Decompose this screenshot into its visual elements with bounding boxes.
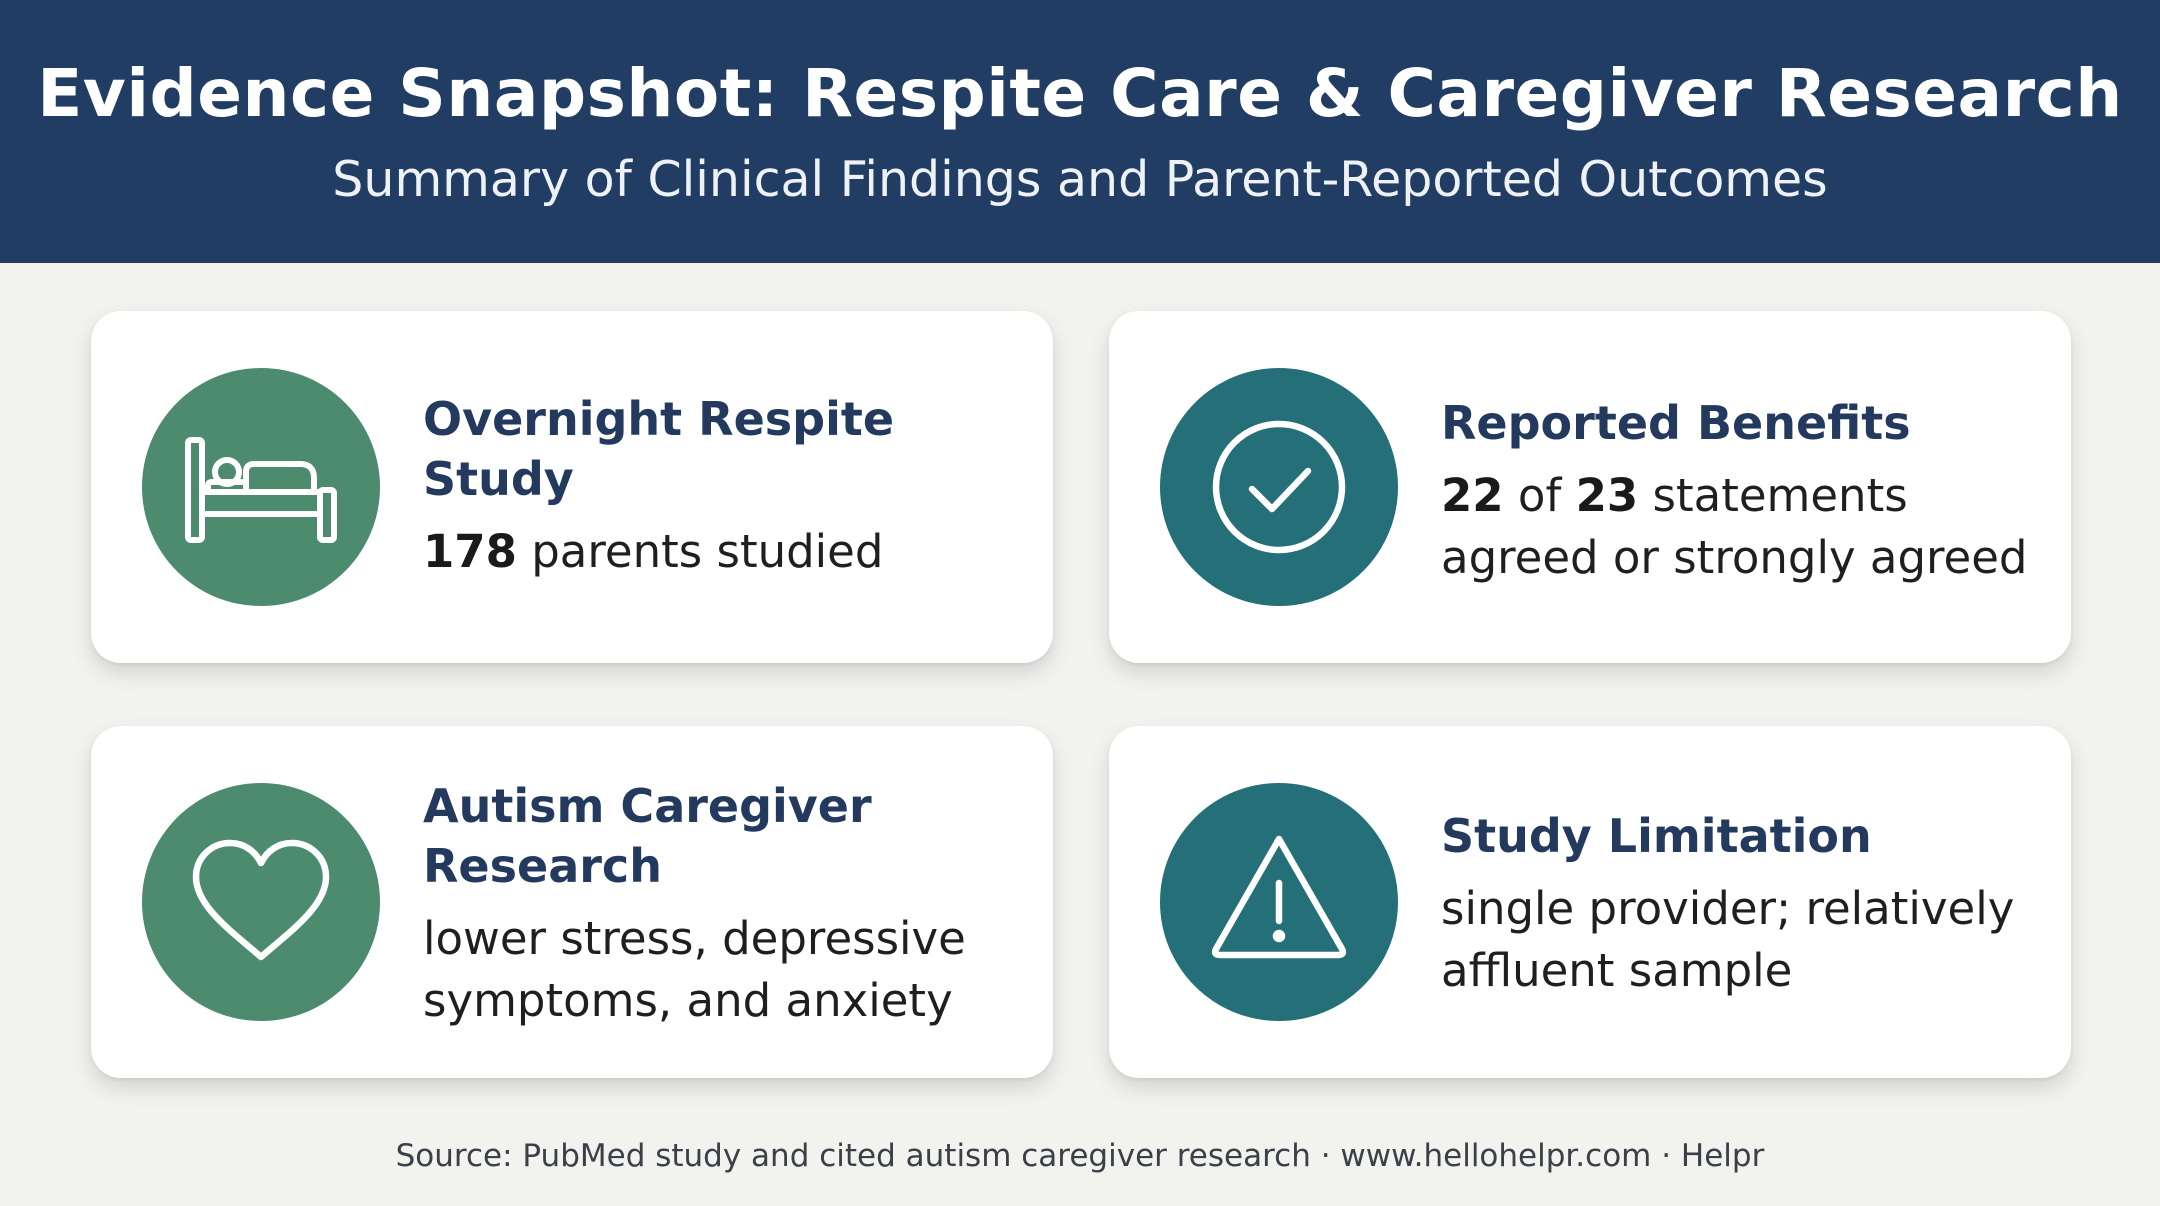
card-body bbox=[1441, 465, 2041, 589]
card-body-line: single provider; relatively bbox=[1441, 882, 2015, 935]
page-subtitle: Summary of Clinical Findings and Parent-Reported Outcomes bbox=[332, 151, 1828, 208]
card-text-group bbox=[423, 776, 1023, 1032]
stat-connector: of bbox=[1503, 469, 1576, 522]
card-study-limitation bbox=[1109, 726, 2071, 1078]
card-body-line bbox=[1441, 465, 2041, 527]
card-body-line: symptoms, and anxiety bbox=[423, 974, 953, 1027]
card-body bbox=[423, 521, 1023, 583]
stat-number: 23 bbox=[1575, 469, 1639, 522]
card-body bbox=[1441, 878, 2041, 1002]
card-title-line: Reported Benefits bbox=[1441, 396, 1911, 450]
card-body-line: affluent sample bbox=[1441, 944, 1793, 997]
checkmark-circle-icon bbox=[1160, 368, 1398, 606]
page-title: Evidence Snapshot: Respite Care & Caregiver Research bbox=[37, 55, 2123, 132]
card-title-line: Overnight Respite bbox=[423, 392, 895, 446]
stat-label: statements bbox=[1638, 469, 1908, 522]
header-banner bbox=[0, 0, 2160, 263]
source-footer: Source: PubMed study and cited autism caregiver research · www.hellohelpr.com · Helpr bbox=[395, 1138, 1765, 1174]
card-title-line: Research bbox=[423, 839, 662, 893]
card-title-line: Study Limitation bbox=[1441, 809, 1872, 863]
warning-icon bbox=[1160, 783, 1398, 1021]
card-body-line: lower stress, depressive bbox=[423, 912, 966, 965]
card-reported-benefits bbox=[1109, 311, 2071, 663]
card-title bbox=[1441, 806, 2041, 866]
card-text-group bbox=[423, 389, 1023, 583]
card-autism-caregiver-research bbox=[91, 726, 1053, 1078]
card-title bbox=[423, 776, 1023, 896]
stat-label: parents studied bbox=[516, 525, 884, 578]
card-body-line: agreed or strongly agreed bbox=[1441, 531, 2028, 584]
bed-icon bbox=[142, 368, 380, 606]
card-title bbox=[423, 389, 1023, 509]
card-text-group bbox=[1441, 393, 2041, 589]
stat-number: 22 bbox=[1441, 469, 1504, 522]
stat-number: 178 bbox=[423, 525, 517, 578]
card-title bbox=[1441, 393, 2041, 453]
card-title-line: Study bbox=[423, 452, 574, 506]
card-overnight-respite-study bbox=[91, 311, 1053, 663]
card-body bbox=[423, 908, 1023, 1032]
card-text-group bbox=[1441, 806, 2041, 1002]
heart-icon bbox=[142, 783, 380, 1021]
card-title-line: Autism Caregiver bbox=[423, 779, 872, 833]
